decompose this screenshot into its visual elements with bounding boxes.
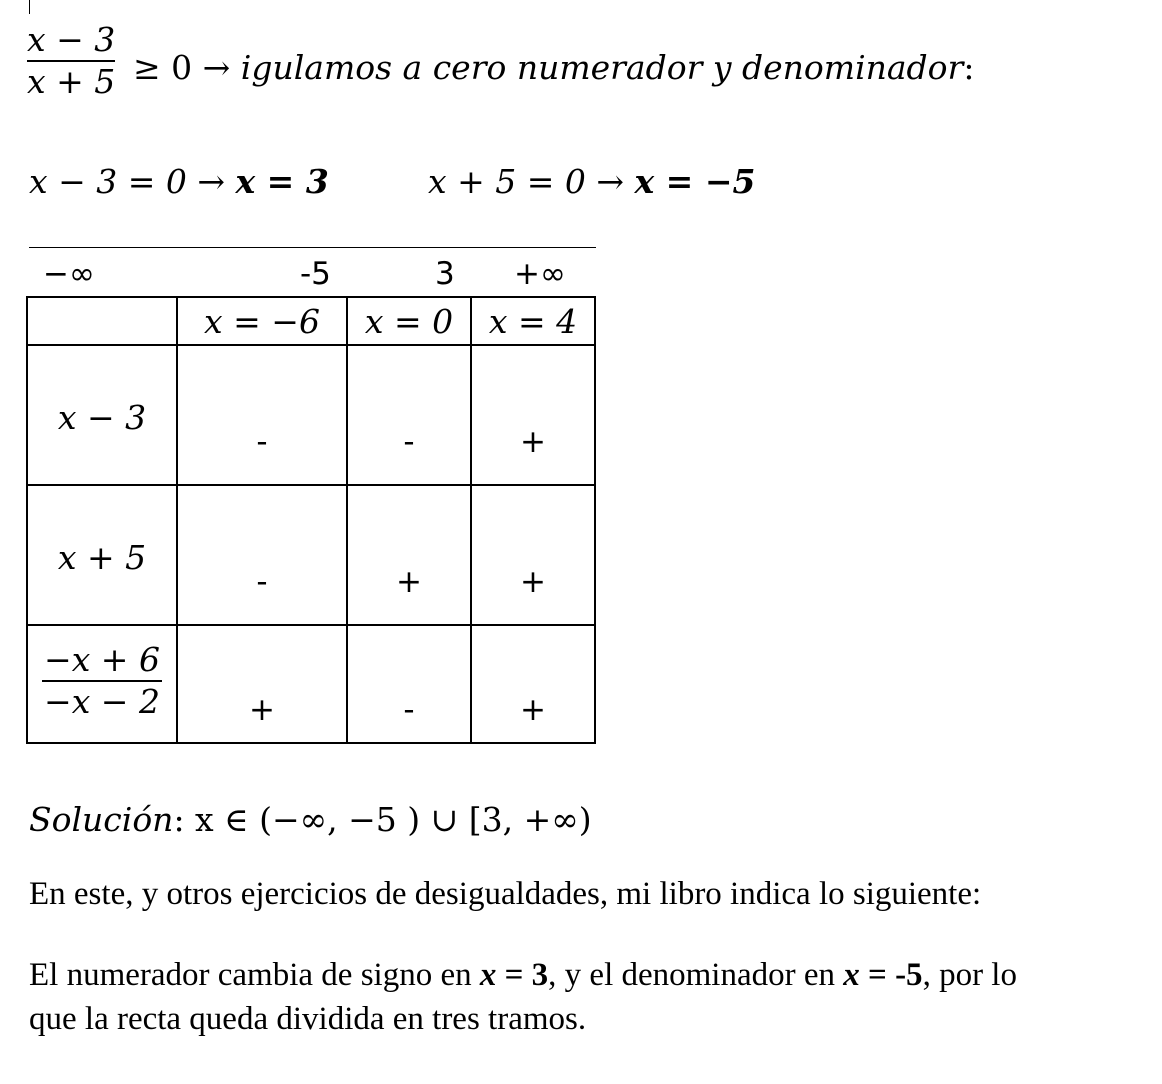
test-point-cell: x = 4 (471, 297, 595, 345)
sign-value: + (249, 692, 275, 728)
number-line-neg-infinity: −∞ (43, 256, 95, 292)
sign-value: - (403, 424, 415, 460)
sign-cell (471, 625, 595, 743)
table-row (27, 297, 595, 345)
sign-value: + (520, 564, 546, 600)
test-point-cell: x = 0 (347, 297, 471, 345)
sign-cell (471, 485, 595, 625)
row-label-cell (27, 485, 177, 625)
paragraph-2-text: , por lo (922, 957, 1017, 993)
test-point-cell: x = −6 (177, 297, 347, 345)
quotient-denominator: −x − 2 (44, 682, 160, 721)
bold-variable: x (843, 957, 860, 993)
sign-cell (347, 345, 471, 485)
inequality-fraction (27, 20, 115, 102)
sign-cell (177, 485, 347, 625)
number-line-rule (29, 247, 596, 248)
sign-cell (177, 345, 347, 485)
row-label-cell (27, 625, 177, 743)
root-equation-2 (428, 162, 755, 201)
table-row (27, 345, 595, 485)
instruction-colon: : (963, 48, 975, 87)
fraction-numerator: x − 3 (27, 20, 116, 59)
root-equation-1 (29, 162, 329, 201)
paragraph-2-text: , y el denominador en (548, 957, 844, 993)
table-corner-cell (27, 297, 177, 345)
sign-value: - (256, 424, 268, 460)
number-line-point-minus-5: -5 (300, 256, 331, 292)
sign-value: + (520, 424, 546, 460)
root-equation-2-left: x + 5 = 0 → (428, 162, 625, 201)
paragraph-2-line-2: que la recta queda dividida en tres tramos. (29, 1001, 587, 1037)
solution-line (29, 800, 592, 839)
row-label: x − 3 (57, 398, 147, 437)
row-label: x + 5 (57, 538, 147, 577)
relation: ≥ 0 → (133, 48, 231, 87)
number-line-point-3: 3 (435, 256, 455, 292)
fraction-denominator: x + 5 (27, 62, 116, 101)
sign-value: + (520, 692, 546, 728)
quotient-fraction (42, 640, 162, 722)
row-label-cell (27, 345, 177, 485)
table-row (27, 625, 595, 743)
paragraph-1: En este, y otros ejercicios de desigualdades, mi libro indica lo siguiente: (29, 876, 982, 912)
bold-variable: x (479, 957, 497, 993)
quotient-numerator: −x + 6 (44, 640, 160, 679)
sign-value: + (396, 564, 422, 600)
paragraph-2-line-1 (29, 953, 1017, 997)
sign-value: - (256, 564, 268, 600)
sign-cell (177, 625, 347, 743)
sign-cell (347, 485, 471, 625)
sign-cell (347, 625, 471, 743)
root-equation-1-result: x = 3 (235, 162, 329, 201)
root-equation-2-result: x = −5 (634, 162, 756, 201)
solution-set: : x ∈ (−∞, −5 ) ∪ [3, +∞) (173, 800, 592, 839)
bold-value: = 3 (496, 957, 549, 993)
sign-table (26, 296, 596, 744)
paragraph-2-text: El numerador cambia de signo en (29, 957, 480, 993)
instruction-text: igulamos a cero numerador y denominador (240, 48, 964, 87)
bold-value: = -5 (859, 957, 923, 993)
sign-cell (471, 345, 595, 485)
table-row (27, 485, 595, 625)
root-equation-1-left: x − 3 = 0 → (29, 162, 226, 201)
paragraph-2 (29, 953, 1017, 1041)
solution-label: Solución (29, 800, 174, 839)
header-statement (133, 48, 974, 87)
number-line-pos-infinity: +∞ (514, 256, 566, 292)
sign-value: - (403, 692, 415, 728)
text-cursor (29, 0, 30, 14)
